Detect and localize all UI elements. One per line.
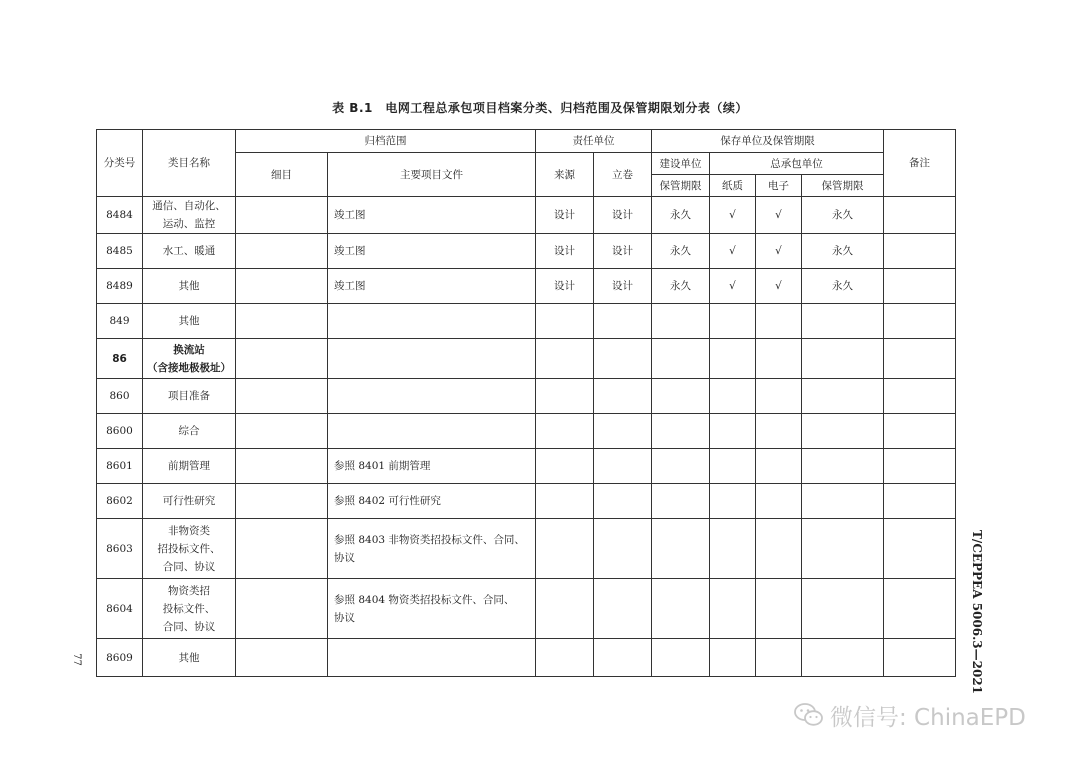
cell-files xyxy=(328,449,536,484)
cell-code: 8609 xyxy=(97,639,143,677)
cell-name xyxy=(143,639,236,677)
cell-files-line: 参照 8403 非物资类招投标文件、合同、 xyxy=(334,533,525,546)
cell-name xyxy=(143,579,236,639)
cell-electronic: √ xyxy=(756,269,802,304)
table-row xyxy=(97,339,956,379)
page-number: 77 xyxy=(70,653,82,666)
cell-period xyxy=(802,379,884,414)
header-retention: 保存单位及保管期限 xyxy=(652,130,884,153)
cell-files xyxy=(328,579,536,639)
cell-paper xyxy=(710,449,756,484)
cell-code: 8602 xyxy=(97,484,143,519)
cell-paper xyxy=(710,484,756,519)
cell-volume xyxy=(594,379,652,414)
cell-owner-period xyxy=(652,579,710,639)
cell-files-line: 参照 8401 前期管理 xyxy=(334,460,431,472)
cell-source: 设计 xyxy=(536,197,594,234)
table-row xyxy=(97,197,956,234)
cell-remarks xyxy=(884,449,956,484)
cell-code: 8604 xyxy=(97,579,143,639)
cell-name xyxy=(143,269,236,304)
cell-name-line: 综合 xyxy=(178,425,200,437)
cell-volume: 设计 xyxy=(594,269,652,304)
header-source: 来源 xyxy=(536,153,594,197)
cell-files xyxy=(328,484,536,519)
cell-paper: √ xyxy=(710,234,756,269)
cell-files xyxy=(328,339,536,379)
header-electronic: 电子 xyxy=(756,175,802,197)
cell-name-line: 前期管理 xyxy=(168,460,210,472)
archive-classification-table xyxy=(96,129,956,677)
cell-files-line: 参照 8402 可行性研究 xyxy=(334,495,441,507)
header-detail: 细目 xyxy=(236,153,328,197)
cell-name xyxy=(143,339,236,379)
cell-detail xyxy=(236,579,328,639)
cell-name xyxy=(143,234,236,269)
cell-source xyxy=(536,639,594,677)
standard-code: T/CEPPEA 5006.3—2021 xyxy=(970,530,984,695)
cell-code: 8484 xyxy=(97,197,143,234)
cell-remarks xyxy=(884,414,956,449)
header-responsible: 责任单位 xyxy=(536,130,652,153)
table-row xyxy=(97,379,956,414)
cell-electronic xyxy=(756,519,802,579)
cell-remarks xyxy=(884,639,956,677)
watermark-text: 微信号: ChinaEPD xyxy=(830,704,1026,731)
cell-name-line: （含接地极极址） xyxy=(147,361,231,374)
header-code: 分类号 xyxy=(97,130,143,197)
cell-electronic xyxy=(756,639,802,677)
cell-source xyxy=(536,449,594,484)
header-scope: 归档范围 xyxy=(236,130,536,153)
cell-volume xyxy=(594,639,652,677)
cell-name-line: 合同、协议 xyxy=(162,560,216,573)
table-row xyxy=(97,449,956,484)
cell-detail xyxy=(236,484,328,519)
cell-source: 设计 xyxy=(536,269,594,304)
cell-electronic xyxy=(756,449,802,484)
cell-source xyxy=(536,304,594,339)
cell-name-line: 非物资类 xyxy=(168,524,210,537)
cell-name xyxy=(143,197,236,234)
cell-electronic xyxy=(756,379,802,414)
cell-code: 8603 xyxy=(97,519,143,579)
cell-files xyxy=(328,379,536,414)
cell-period xyxy=(802,484,884,519)
cell-volume: 设计 xyxy=(594,234,652,269)
cell-paper xyxy=(710,339,756,379)
cell-paper: √ xyxy=(710,197,756,234)
cell-code: 8600 xyxy=(97,414,143,449)
cell-files-line: 竣工图 xyxy=(334,209,366,221)
table-row xyxy=(97,234,956,269)
cell-name-line: 投标文件、 xyxy=(162,602,216,615)
cell-owner-period xyxy=(652,484,710,519)
table-title: 表 B.1 电网工程总承包项目档案分类、归档范围及保管期限划分表（续） xyxy=(332,101,748,115)
cell-remarks xyxy=(884,379,956,414)
cell-detail xyxy=(236,197,328,234)
cell-owner-period: 永久 xyxy=(652,197,710,234)
cell-period xyxy=(802,339,884,379)
cell-paper xyxy=(710,379,756,414)
header-contractor-period: 保管期限 xyxy=(802,175,884,197)
cell-period: 永久 xyxy=(802,269,884,304)
cell-detail xyxy=(236,339,328,379)
cell-files xyxy=(328,197,536,234)
cell-period xyxy=(802,414,884,449)
table-header xyxy=(97,130,956,197)
table-row xyxy=(97,414,956,449)
cell-detail xyxy=(236,379,328,414)
table-row xyxy=(97,269,956,304)
cell-files-line: 竣工图 xyxy=(334,280,366,292)
table-body xyxy=(97,197,956,677)
cell-code: 86 xyxy=(97,339,143,379)
cell-source: 设计 xyxy=(536,234,594,269)
cell-detail xyxy=(236,269,328,304)
cell-source xyxy=(536,484,594,519)
cell-volume xyxy=(594,339,652,379)
cell-remarks xyxy=(884,339,956,379)
header-name: 类目名称 xyxy=(143,130,236,197)
cell-paper: √ xyxy=(710,269,756,304)
header-contractor: 总承包单位 xyxy=(710,153,884,175)
cell-owner-period xyxy=(652,519,710,579)
cell-code: 860 xyxy=(97,379,143,414)
header-remarks: 备注 xyxy=(884,130,956,197)
cell-paper xyxy=(710,519,756,579)
cell-remarks xyxy=(884,234,956,269)
cell-owner-period xyxy=(652,379,710,414)
cell-files-line: 参照 8404 物资类招投标文件、合同、 xyxy=(334,593,515,606)
header-owner: 建设单位 xyxy=(652,153,710,175)
cell-files-line: 协议 xyxy=(334,551,355,564)
cell-name-line: 其他 xyxy=(178,651,200,664)
cell-volume xyxy=(594,579,652,639)
header-owner-period: 保管期限 xyxy=(652,175,710,197)
cell-name xyxy=(143,414,236,449)
cell-name-line: 运动、监控 xyxy=(162,218,216,230)
cell-volume: 设计 xyxy=(594,197,652,234)
cell-owner-period: 永久 xyxy=(652,234,710,269)
cell-name-line: 合同、协议 xyxy=(162,620,216,633)
cell-paper xyxy=(710,414,756,449)
cell-period xyxy=(802,519,884,579)
cell-source xyxy=(536,579,594,639)
cell-name xyxy=(143,519,236,579)
cell-owner-period xyxy=(652,339,710,379)
cell-electronic xyxy=(756,414,802,449)
cell-remarks xyxy=(884,304,956,339)
cell-code: 8489 xyxy=(97,269,143,304)
wechat-icon xyxy=(794,702,824,728)
cell-electronic xyxy=(756,579,802,639)
cell-name-line: 其他 xyxy=(178,280,200,292)
cell-source xyxy=(536,414,594,449)
cell-remarks xyxy=(884,197,956,234)
cell-name-line: 通信、自动化、 xyxy=(152,200,226,212)
cell-volume xyxy=(594,414,652,449)
cell-owner-period xyxy=(652,639,710,677)
cell-name xyxy=(143,379,236,414)
cell-paper xyxy=(710,579,756,639)
cell-period: 永久 xyxy=(802,234,884,269)
table-row xyxy=(97,519,956,579)
cell-name-line: 项目准备 xyxy=(168,390,210,402)
cell-detail xyxy=(236,639,328,677)
cell-files xyxy=(328,639,536,677)
cell-name xyxy=(143,449,236,484)
cell-files xyxy=(328,269,536,304)
cell-volume xyxy=(594,484,652,519)
cell-period xyxy=(802,449,884,484)
cell-name-line: 招投标文件、 xyxy=(157,542,221,555)
cell-code: 849 xyxy=(97,304,143,339)
cell-volume xyxy=(594,449,652,484)
cell-files xyxy=(328,234,536,269)
cell-source xyxy=(536,519,594,579)
cell-owner-period xyxy=(652,449,710,484)
cell-owner-period xyxy=(652,414,710,449)
cell-electronic xyxy=(756,339,802,379)
table-row xyxy=(97,304,956,339)
cell-owner-period: 永久 xyxy=(652,269,710,304)
cell-name xyxy=(143,484,236,519)
cell-files-line: 协议 xyxy=(334,611,355,624)
cell-detail xyxy=(236,519,328,579)
table-row xyxy=(97,484,956,519)
cell-remarks xyxy=(884,579,956,639)
header-volume: 立卷 xyxy=(594,153,652,197)
cell-name-line: 物资类招 xyxy=(168,584,210,597)
cell-volume xyxy=(594,304,652,339)
cell-files xyxy=(328,304,536,339)
cell-files xyxy=(328,519,536,579)
cell-code: 8485 xyxy=(97,234,143,269)
cell-paper xyxy=(710,304,756,339)
cell-source xyxy=(536,339,594,379)
cell-electronic: √ xyxy=(756,197,802,234)
cell-detail xyxy=(236,234,328,269)
cell-name-line: 可行性研究 xyxy=(162,495,216,507)
cell-name-line: 换流站 xyxy=(173,343,205,356)
cell-remarks xyxy=(884,519,956,579)
cell-period: 永久 xyxy=(802,197,884,234)
cell-remarks xyxy=(884,269,956,304)
watermark xyxy=(794,700,1026,730)
header-main-files: 主要项目文件 xyxy=(328,153,536,197)
header-paper: 纸质 xyxy=(710,175,756,197)
cell-name-line: 其他 xyxy=(178,315,200,327)
table-row xyxy=(97,639,956,677)
cell-volume xyxy=(594,519,652,579)
cell-electronic xyxy=(756,484,802,519)
table-row xyxy=(97,579,956,639)
cell-period xyxy=(802,304,884,339)
cell-name-line: 水工、暖通 xyxy=(162,245,216,257)
cell-code: 8601 xyxy=(97,449,143,484)
cell-detail xyxy=(236,449,328,484)
cell-period xyxy=(802,579,884,639)
cell-owner-period xyxy=(652,304,710,339)
cell-paper xyxy=(710,639,756,677)
cell-detail xyxy=(236,414,328,449)
cell-source xyxy=(536,379,594,414)
cell-name xyxy=(143,304,236,339)
cell-period xyxy=(802,639,884,677)
cell-files xyxy=(328,414,536,449)
cell-electronic xyxy=(756,304,802,339)
cell-electronic: √ xyxy=(756,234,802,269)
cell-detail xyxy=(236,304,328,339)
cell-remarks xyxy=(884,484,956,519)
cell-files-line: 竣工图 xyxy=(334,245,366,257)
